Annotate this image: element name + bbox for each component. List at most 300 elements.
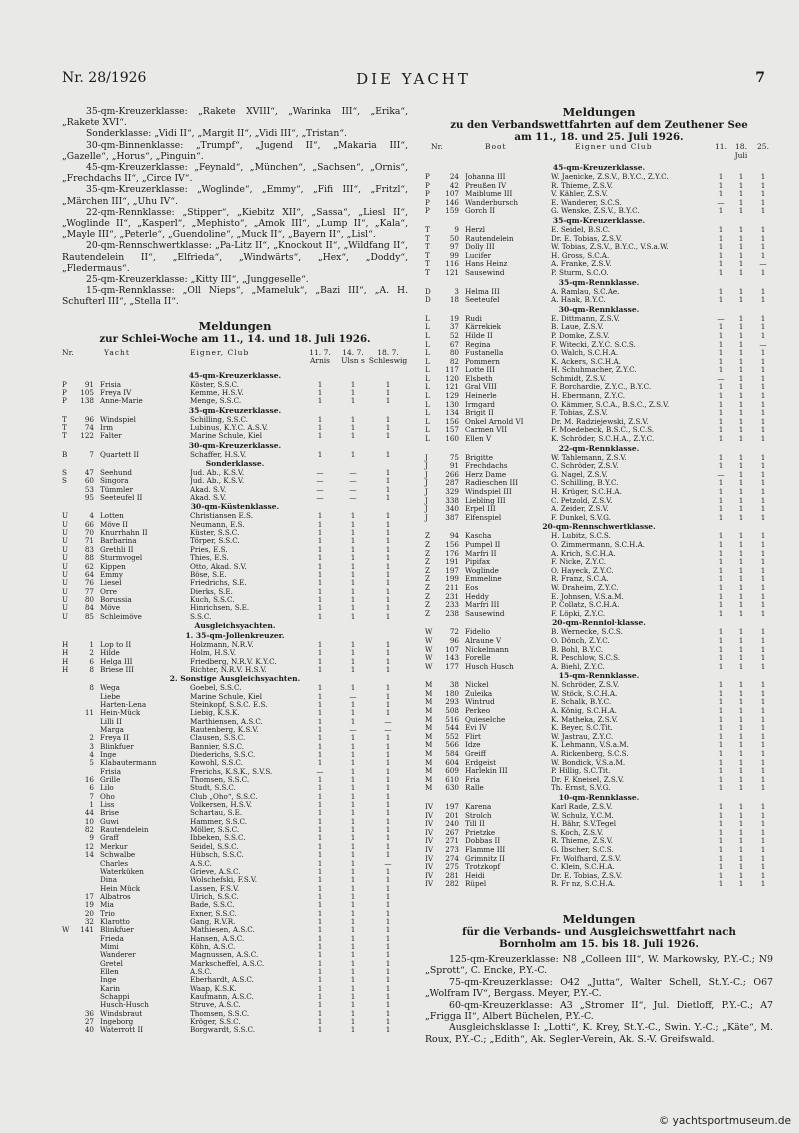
table-row: [62, 926, 408, 934]
mark-date-1: 1: [718, 565, 724, 575]
mark-date-2: 1: [738, 731, 744, 741]
mark-date-1: 1: [718, 259, 724, 269]
owner-club: C. Petzold, Z.S.V.: [551, 496, 613, 505]
entry-paragraph: Sonderklasse: „Vidi II“, „Margit II“, „Vidi III“, „Tristan“.: [86, 128, 347, 140]
owner-club: A. König, S.C.H.A.: [551, 707, 617, 716]
mark-date-1: 1: [718, 233, 724, 243]
sail-letter: U: [62, 544, 69, 554]
mark-date-3: 1: [385, 783, 391, 793]
sail-number: 293: [445, 697, 459, 707]
mark-date-2: 1: [350, 414, 356, 424]
mark-date-2: —: [349, 691, 357, 701]
class-heading: 10-qm-Rennklasse.: [558, 793, 640, 802]
table-row: [62, 826, 408, 834]
owner-club: R. Thieme, Z.S.V.: [551, 837, 613, 846]
mark-date-1: 1: [317, 741, 323, 751]
mark-date-2: 1: [350, 866, 356, 876]
mark-date-1: 1: [718, 653, 724, 663]
mark-date-2: —: [349, 484, 357, 494]
boat-name: Trotzkopf: [465, 863, 501, 872]
mark-date-2: 1: [738, 206, 744, 216]
yacht-name: Hilde: [100, 649, 120, 658]
sail-number: 544: [445, 723, 459, 733]
mark-date-2: 1: [350, 733, 356, 743]
table-row: [62, 768, 408, 776]
header-date-2: 18. Juli: [734, 142, 748, 160]
mark-date-3: 1: [385, 866, 391, 876]
owner-club: A. Franke, Z.S.V.: [551, 260, 612, 269]
mark-date-3: —: [384, 858, 392, 868]
boat-name: Strolch: [465, 811, 492, 820]
sail-letter: L: [425, 356, 430, 366]
yacht-name: Lilo: [100, 784, 114, 793]
sail-letter: Z: [425, 608, 430, 618]
mark-date-3: 1: [760, 635, 766, 645]
owner-club: W. Draheim, Z.Y.C.: [551, 583, 619, 592]
owner-club: Akad. S.V.: [190, 494, 227, 503]
yacht-name: Klabautermann: [100, 759, 157, 768]
sail-letter: H: [62, 664, 69, 674]
mark-date-3: 1: [385, 833, 391, 843]
owner-club: O. Zimmermann, S.C.H.A.: [551, 540, 646, 549]
sail-number: 146: [445, 197, 459, 207]
sail-number: 107: [445, 644, 459, 654]
owner-club: R. Franz, S.C.A.: [551, 575, 609, 584]
owner-club: S. Koch, Z.S.V.: [551, 828, 604, 837]
sail-number: 4: [89, 511, 94, 521]
mark-date-3: 1: [385, 758, 391, 768]
mark-date-2: 1: [738, 224, 744, 234]
sail-number: 129: [445, 391, 459, 401]
mark-date-3: 1: [760, 531, 766, 541]
mark-date-2: 1: [738, 286, 744, 296]
owner-club: F. Nicke, Z.Y.C.: [551, 558, 607, 567]
sail-letter: H: [62, 648, 69, 658]
copyright-credit: © yachtsportmuseum.de: [658, 1115, 791, 1127]
mark-date-2: 1: [350, 1025, 356, 1035]
owner-club: Schmidt, Z.S.V.: [551, 374, 607, 383]
mark-date-2: 1: [738, 295, 744, 305]
sail-letter: U: [62, 603, 69, 613]
mark-date-3: 1: [760, 504, 766, 514]
mark-date-3: 1: [385, 900, 391, 910]
owner-club: Rautenberg, K.S.V.: [190, 726, 259, 734]
mark-date-3: 1: [760, 844, 766, 854]
table-row: [62, 893, 408, 901]
owner-club: Club „Oho“, S.S.C.: [190, 792, 258, 801]
mark-date-2: 1: [350, 519, 356, 529]
sail-letter: J: [425, 504, 428, 514]
class-heading: 35-qm-Kreuzerklasse.: [188, 405, 282, 415]
sail-number: 274: [445, 853, 459, 863]
yacht-name: Liesel: [100, 579, 122, 588]
mark-date-1: 1: [718, 495, 724, 505]
yacht-name: Dina: [100, 876, 117, 885]
entry-paragraph: 75-qm-Kreuzerklasse: O42 „Jutta“, Walter Schell, St.Y.-C.; O67 „Wolfram IV“, Bergass. Meyer, P.Y.-C.: [425, 976, 773, 1000]
sail-number: 610: [445, 774, 459, 784]
mark-date-3: 1: [760, 233, 766, 243]
sail-number: 191: [445, 557, 459, 567]
mark-date-1: 1: [718, 356, 724, 366]
mark-date-3: 1: [385, 511, 391, 521]
sail-number: 82: [449, 356, 459, 366]
owner-club: A. Biehl, Z.Y.C.: [551, 662, 605, 671]
sail-number: 8: [89, 664, 94, 674]
owner-club: V. Kähler, Z.S.V.: [551, 190, 608, 199]
mark-date-3: 1: [385, 992, 391, 1001]
mark-date-1: 1: [718, 680, 724, 690]
boat-name: Seeteufel: [465, 296, 500, 305]
owner-club: O. Dönch, Z.Y.C.: [551, 636, 610, 645]
table-row: [62, 834, 408, 842]
yacht-name: Waterküken: [100, 867, 144, 876]
mark-date-3: 1: [760, 766, 766, 776]
mark-date-3: 1: [385, 958, 391, 968]
owner-club: Borgwardt, S.S.C.: [190, 1026, 256, 1035]
owner-club: S.S.C.: [190, 612, 212, 621]
mark-date-2: 1: [738, 425, 744, 435]
table-row: [62, 868, 408, 876]
mark-date-3: 1: [760, 680, 766, 690]
mark-date-1: 1: [718, 714, 724, 724]
boat-name: Quieselche: [465, 715, 506, 724]
sail-number: 38: [449, 680, 459, 690]
mark-date-2: 1: [738, 373, 744, 383]
sail-letter: W: [425, 627, 433, 637]
mark-date-1: 1: [718, 180, 724, 190]
mark-date-3: 1: [760, 295, 766, 305]
sail-letter: M: [425, 688, 433, 698]
mark-date-3: 1: [760, 608, 766, 618]
mark-date-2: 1: [738, 339, 744, 349]
boat-name: Rautendelein: [465, 234, 514, 243]
owner-club: Ibbeken, S.S.C.: [190, 834, 246, 843]
mark-date-3: 1: [385, 379, 391, 389]
mark-date-3: 1: [385, 553, 391, 563]
mark-date-2: 1: [350, 941, 356, 951]
table-row: [62, 494, 408, 502]
mark-date-2: 1: [738, 697, 744, 707]
boat-name: Regina: [465, 340, 491, 349]
mark-date-3: 1: [385, 388, 391, 397]
table-row: [62, 784, 408, 792]
mark-date-3: 1: [760, 539, 766, 549]
schlei-subtitle: zur Schlei-Woche am 11., 14. und 18. Juli 1926.: [99, 332, 371, 345]
mark-date-1: 1: [317, 950, 323, 960]
table-row: [425, 435, 773, 444]
mark-date-2: 1: [738, 356, 744, 366]
sail-letter: D: [425, 295, 431, 305]
owner-club: Holm, H.S.V.: [190, 649, 237, 658]
mark-date-3: 1: [385, 544, 391, 554]
mark-date-2: 1: [738, 574, 744, 584]
sail-letter: U: [62, 611, 69, 621]
mark-date-2: 1: [738, 478, 744, 488]
mark-date-3: 1: [760, 365, 766, 375]
table-row: [62, 818, 408, 826]
sail-number: 66: [84, 519, 94, 529]
mark-date-3: 1: [385, 883, 391, 893]
owner-club: Thies, E.S.: [190, 554, 229, 563]
sail-number: 74: [84, 423, 94, 433]
table-row: [62, 512, 408, 520]
mark-date-3: 1: [760, 487, 766, 496]
owner-club: E. Seidel, B.S.C.: [551, 225, 611, 234]
boat-name: Flamme III: [465, 845, 506, 854]
table-row: [62, 693, 408, 701]
mark-date-3: 1: [385, 519, 391, 529]
table-row: [62, 776, 408, 784]
sail-number: 75: [449, 452, 459, 462]
yacht-name: Frieda: [100, 934, 124, 943]
yacht-name: Hein-Mück: [100, 709, 141, 718]
class-heading: 20-qm-Rennschwertklasse.: [542, 522, 656, 532]
owner-club: A. Haak, B.Y.C.: [551, 296, 606, 305]
boat-name: Husch Husch: [465, 662, 514, 671]
mark-date-1: 1: [317, 966, 323, 976]
mark-date-1: 1: [317, 1017, 323, 1027]
mark-date-3: 1: [385, 908, 391, 918]
boat-name: Brigitte: [465, 453, 493, 462]
sail-letter: P: [425, 206, 430, 216]
owner-club: Steinkopf, S.S.C. E.S.: [190, 700, 268, 709]
mark-date-3: 1: [760, 330, 766, 340]
mark-date-3: 1: [385, 950, 391, 960]
mark-date-1: 1: [317, 933, 323, 943]
mark-date-1: 1: [718, 365, 724, 375]
mark-date-1: 1: [718, 870, 724, 880]
owner-club: Liebig, K.S.K.: [190, 709, 240, 718]
mark-date-2: 1: [350, 388, 356, 397]
mark-date-3: 1: [760, 565, 766, 575]
mark-date-1: 1: [317, 388, 323, 397]
boat-name: Gorch II: [465, 207, 496, 216]
mark-date-1: 1: [718, 661, 724, 671]
mark-date-1: 1: [317, 916, 323, 926]
mark-date-1: 1: [317, 875, 323, 885]
mark-date-3: 1: [760, 348, 766, 358]
mark-date-2: 1: [738, 172, 744, 181]
sail-letter: IV: [425, 862, 434, 872]
table-row: [62, 968, 408, 976]
mark-date-3: 1: [760, 512, 766, 522]
mark-date-1: 1: [718, 189, 724, 199]
sail-number: 4: [89, 750, 94, 760]
sail-letter: L: [425, 322, 430, 332]
mark-date-2: 1: [738, 250, 744, 260]
mark-date-1: —: [316, 476, 324, 486]
sail-letter: T: [425, 242, 430, 252]
owner-club: Kuch, S.S.C.: [190, 595, 235, 604]
mark-date-3: 1: [385, 611, 391, 621]
mark-date-1: 1: [317, 975, 323, 985]
sail-number: 94: [449, 531, 459, 541]
class-heading: 20-qm-Renniol·klasse.: [552, 618, 646, 628]
owner-club: Mathiesen, A.S.C.: [190, 926, 255, 935]
mark-date-1: 1: [317, 648, 323, 658]
mark-date-3: 1: [385, 664, 391, 674]
boat-name: Perkeo: [465, 707, 491, 716]
mark-date-1: 1: [317, 431, 323, 441]
mark-date-1: 1: [317, 791, 323, 801]
table-row: [62, 843, 408, 851]
mark-date-1: 1: [317, 544, 323, 554]
mark-date-1: 1: [718, 425, 724, 435]
mark-date-1: 1: [718, 348, 724, 358]
owner-club: Christiansen E.S.: [190, 512, 253, 521]
yacht-name: Orre: [100, 587, 118, 596]
boat-name: Grimnitz II: [465, 854, 505, 863]
yacht-name: Freya IV: [100, 389, 132, 397]
owner-club: H. Lubitz, S.C.S.: [551, 532, 611, 541]
mark-date-2: 1: [738, 783, 744, 793]
owner-club: Exner, S.S.C.: [190, 909, 237, 918]
entry-paragraph: 30-qm-Binnenklasse: „Trumpf“, „Jugend II“, „Makaria III“, „Gazelle“, „Horus“, „Pinguin“.: [62, 139, 408, 162]
sail-number: 1: [89, 639, 94, 649]
boat-name: Emmeline: [465, 575, 502, 584]
sail-number: 32: [84, 916, 94, 926]
sail-letter: H: [62, 656, 69, 666]
mark-date-3: 1: [385, 414, 391, 424]
mark-date-1: 1: [317, 578, 323, 588]
mark-date-2: 1: [350, 594, 356, 604]
sail-number: 157: [445, 425, 459, 435]
mark-date-2: 1: [350, 966, 356, 976]
mark-date-1: 1: [718, 819, 724, 829]
owner-club: Th. Ernst, S.V.G.: [551, 784, 611, 793]
sail-number: 80: [84, 594, 94, 604]
magazine-title: DIE YACHT: [356, 70, 471, 88]
mark-date-3: 1: [760, 250, 766, 260]
yacht-name: Ingeborg: [100, 1018, 134, 1027]
sail-letter: T: [62, 414, 67, 424]
mark-date-3: 1: [385, 691, 391, 701]
table-row: [62, 726, 408, 734]
sail-letter: M: [425, 766, 433, 776]
sail-number: 107: [445, 189, 459, 199]
class-heading: 15-qm-Rennklasse.: [558, 671, 640, 681]
yacht-name: Windsbraut: [100, 1009, 143, 1018]
mark-date-1: 1: [317, 825, 323, 835]
mark-date-2: 1: [738, 827, 744, 837]
table-row: [62, 701, 408, 709]
mark-date-3: 1: [385, 816, 391, 826]
mark-date-1: 1: [718, 783, 724, 793]
boat-name: Hilde II: [465, 331, 493, 340]
boat-name: Pumpel II: [465, 540, 501, 549]
owner-club: Eberhardt, A.S.C.: [190, 976, 254, 985]
schlei-table: [62, 371, 408, 1035]
mark-date-1: 1: [718, 322, 724, 332]
mark-date-2: 1: [350, 379, 356, 389]
owner-club: Volkersen, H.S.V.: [190, 801, 253, 810]
yacht-name: Mimi: [100, 942, 119, 951]
header-date-3: 25.: [757, 142, 769, 151]
boat-name: Carmen VII: [465, 426, 508, 435]
boat-name: Onkel Arnold VI: [465, 417, 524, 426]
bornholm-subtitle-2: Bornholm am 15. bis 18. Juli 1926.: [499, 937, 699, 950]
table-row: [62, 901, 408, 909]
table-row: [62, 381, 408, 389]
mark-date-1: 1: [718, 399, 724, 409]
table-row: [425, 207, 773, 216]
mark-date-2: 1: [738, 504, 744, 514]
sail-number: 80: [449, 348, 459, 358]
sail-letter: M: [425, 706, 433, 716]
left-column: [62, 106, 408, 1035]
boat-name: Sausewind: [465, 609, 505, 618]
class-heading: 1. 35-qm-Jollenkreuzer.: [185, 630, 285, 640]
sail-letter: Z: [425, 557, 430, 567]
yacht-name: Möve: [100, 604, 121, 613]
mark-date-1: 1: [317, 683, 323, 693]
mark-date-3: 1: [385, 476, 391, 486]
owner-club: Jud. Ab., K.S.V.: [190, 477, 245, 486]
mark-date-2: 1: [738, 313, 744, 323]
owner-club: Dr. E. Tobias, Z.S.V.: [551, 234, 623, 243]
sail-letter: T: [425, 233, 430, 243]
header-nr: Nr.: [431, 142, 443, 151]
owner-club: F. Tobias, Z.S.V.: [551, 409, 608, 418]
sail-letter: U: [62, 536, 69, 546]
sail-number: 271: [445, 836, 459, 846]
mark-date-2: 1: [738, 582, 744, 592]
owner-club: F. Witecki, Z.Y.C. S.C.S.: [551, 340, 636, 349]
sail-number: 91: [449, 461, 459, 471]
mark-date-3: 1: [760, 408, 766, 418]
boat-name: Elfenspiel: [465, 513, 502, 522]
owner-club: Otto, Akad. S.V.: [190, 562, 247, 571]
boat-name: Kascha: [465, 532, 492, 541]
table-row: [62, 588, 408, 596]
boat-name: Elsbeth: [465, 374, 493, 383]
mark-date-3: 1: [760, 731, 766, 741]
mark-date-2: 1: [350, 648, 356, 658]
sail-letter: IV: [425, 844, 434, 854]
sail-letter: Z: [425, 539, 430, 549]
table-row: [62, 960, 408, 968]
yacht-name: Singora: [100, 477, 129, 486]
owner-club: Akad. S.V.: [190, 485, 227, 494]
sail-number: 176: [445, 548, 459, 558]
mark-date-3: 1: [760, 653, 766, 663]
mark-date-1: 1: [718, 644, 724, 654]
mark-date-2: 1: [350, 449, 356, 459]
sail-number: 143: [445, 653, 459, 663]
mark-date-3: 1: [760, 853, 766, 863]
mark-date-2: 1: [738, 644, 744, 654]
yacht-name: Klarotto: [100, 917, 130, 926]
mark-date-1: 1: [317, 536, 323, 546]
mark-date-1: 1: [317, 639, 323, 649]
mark-date-2: 1: [738, 600, 744, 610]
class-heading: 45-qm-Kreuzerklasse.: [552, 163, 646, 172]
mark-date-2: 1: [350, 664, 356, 674]
owner-club: P. Sturm, S.C.O.: [551, 268, 609, 277]
yacht-name: Seeteufel II: [100, 494, 143, 503]
mark-date-1: 1: [718, 591, 724, 601]
boat-name: Marfri II: [465, 549, 497, 558]
table-row: [62, 935, 408, 943]
sail-number: 180: [445, 688, 459, 698]
mark-date-2: 1: [738, 539, 744, 549]
sail-number: 8: [89, 683, 94, 693]
owner-club: Wolschefski, F.S.V.: [190, 876, 258, 885]
owner-club: Hansen, A.S.C.: [190, 934, 245, 943]
sail-number: 3: [454, 286, 459, 296]
mark-date-2: 1: [350, 850, 356, 860]
mark-date-2: 1: [738, 416, 744, 426]
